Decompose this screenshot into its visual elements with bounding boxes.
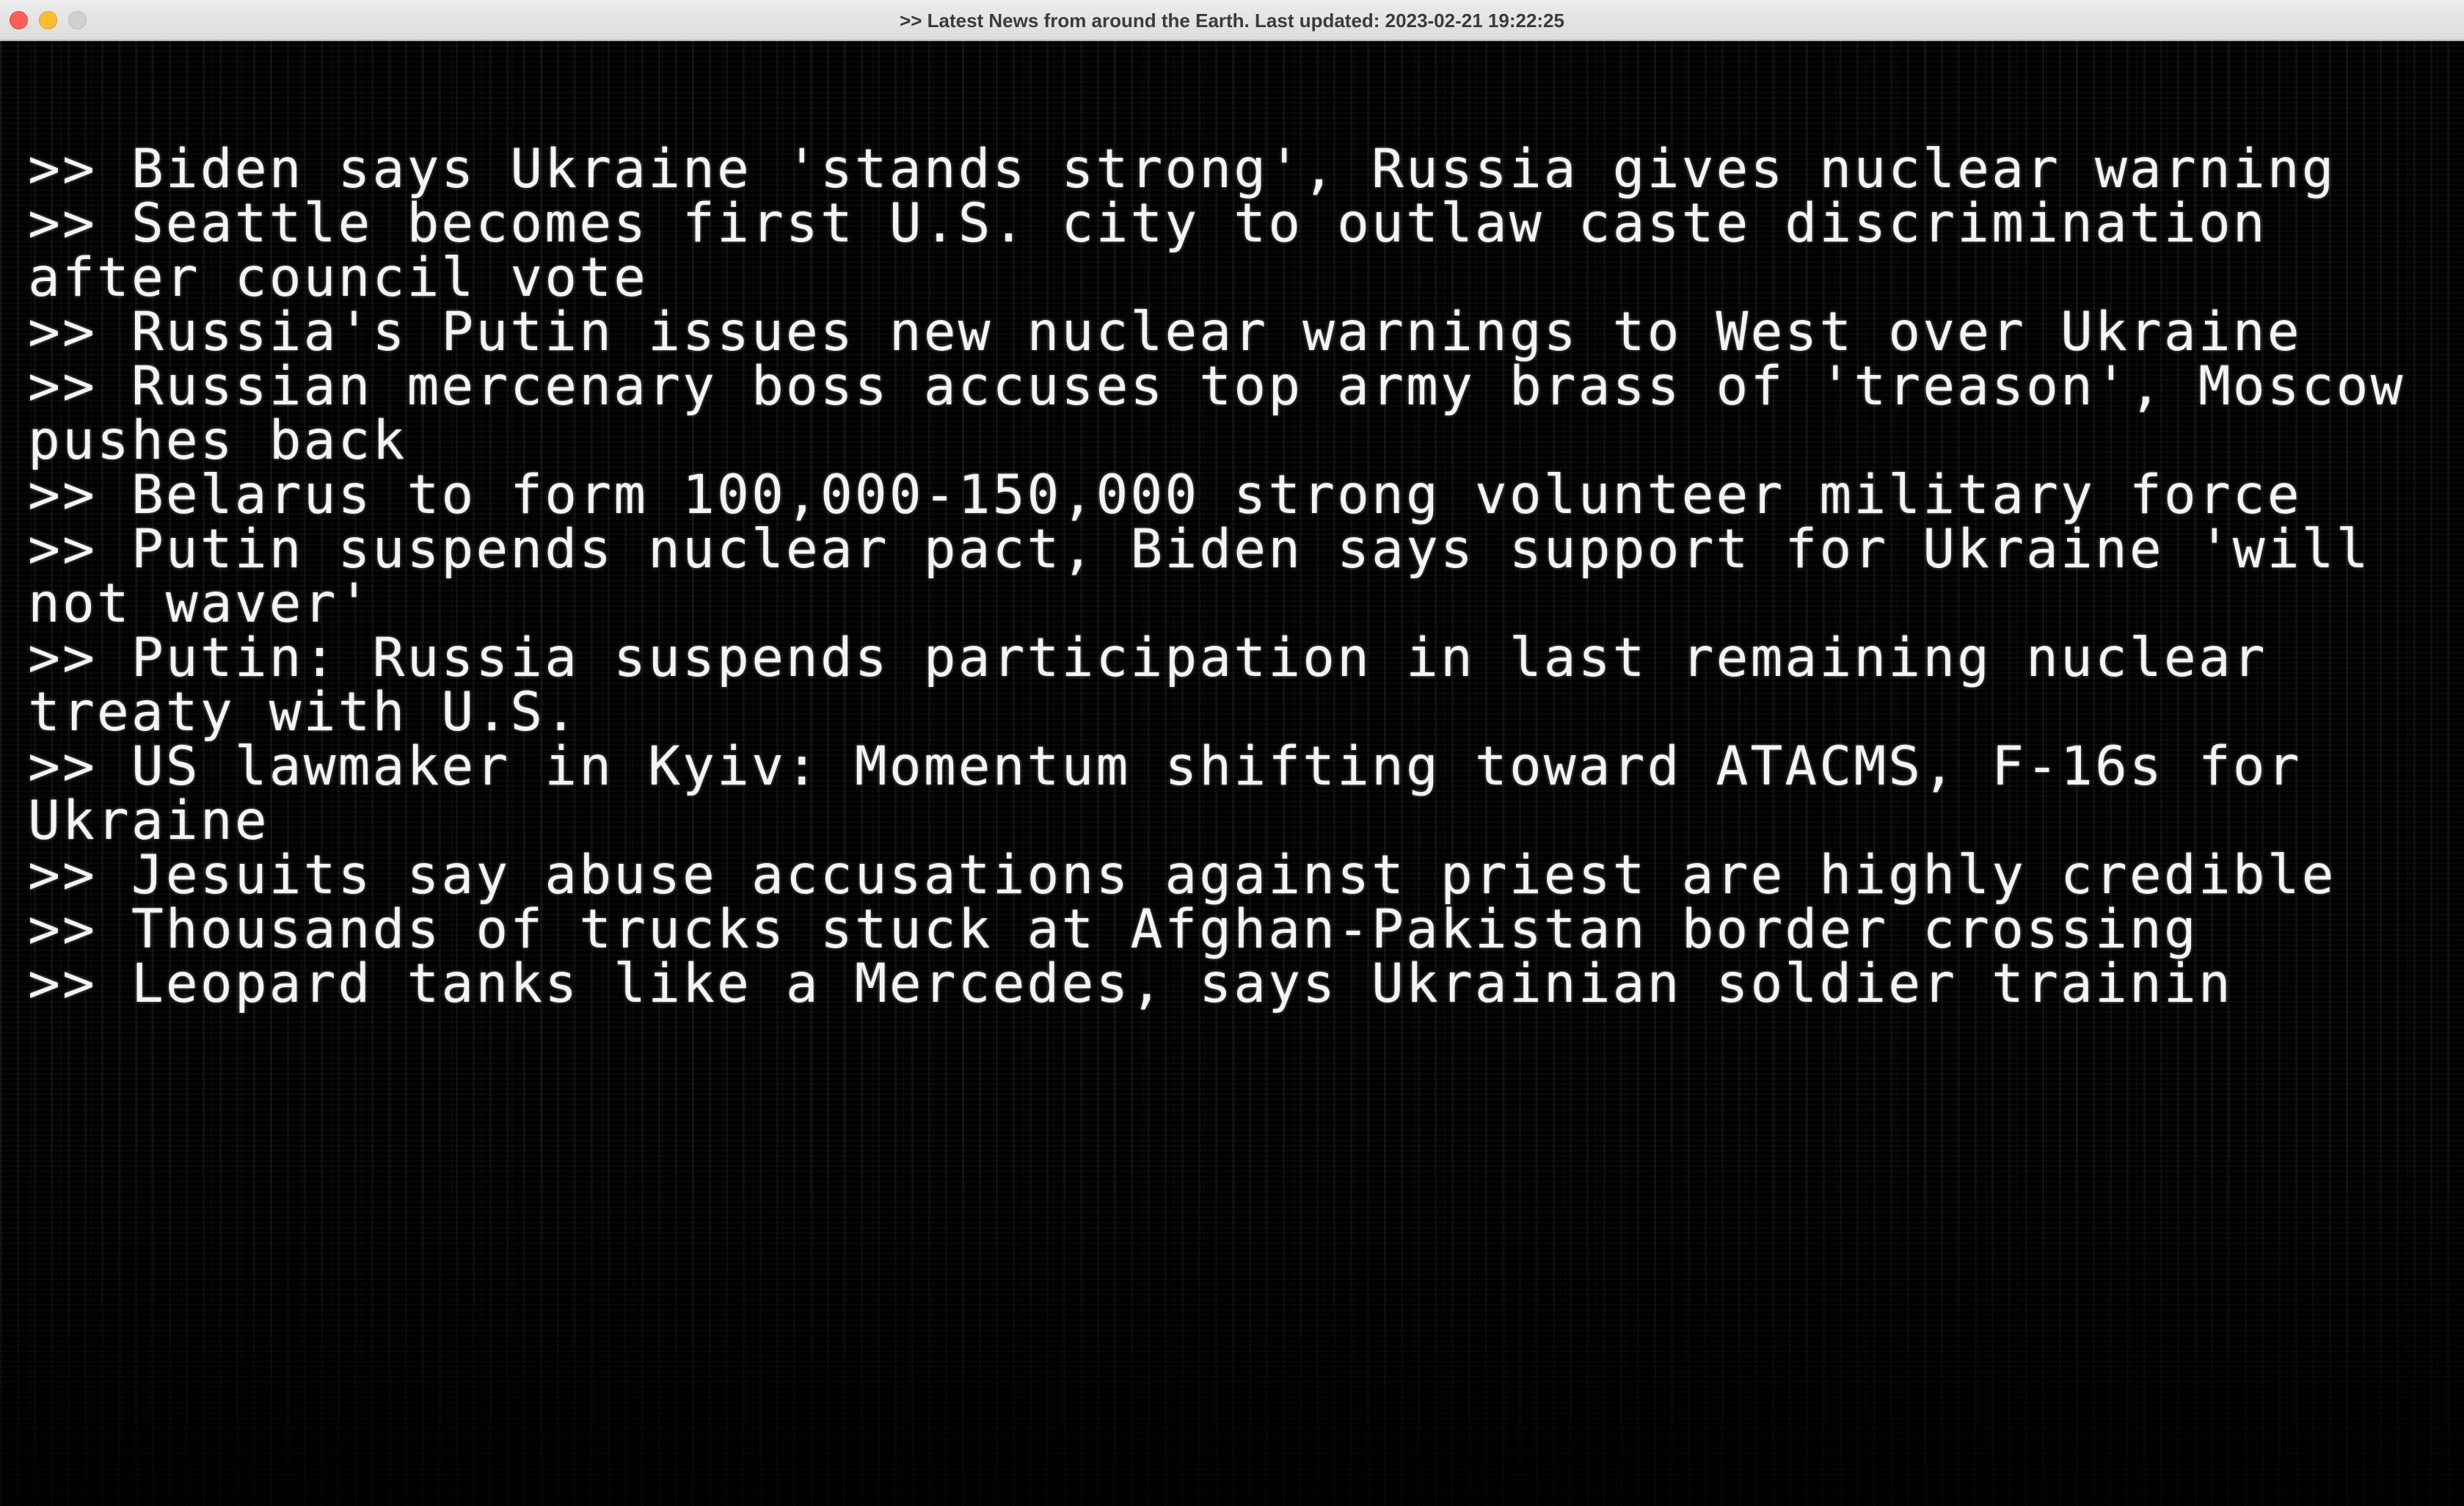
window-title: >> Latest News from around the Earth. Last updated: 2023-02-21 19:22:25 xyxy=(900,10,1564,32)
news-headline: >> Belarus to form 100,000-150,000 strong volunteer military force xyxy=(28,464,2302,526)
news-feed xyxy=(28,138,2449,1015)
news-headline: >> US lawmaker in Kyiv: Momentum shifting toward ATACMS, F-16s for Ukraine xyxy=(28,735,2336,852)
news-headline: >> Russia's Putin issues new nuclear warnings to West over Ukraine xyxy=(28,301,2302,363)
title-bar[interactable] xyxy=(0,0,2464,41)
news-headline: >> Biden says Ukraine 'stands strong', Russia gives nuclear warning xyxy=(28,138,2336,200)
news-headline: >> Putin: Russia suspends participation in last remaining nuclear treaty with U.S. xyxy=(28,627,2302,743)
news-headline: >> Russian mercenary boss accuses top army brass of 'treason', Moscow pushes back xyxy=(28,355,2440,472)
screen-static-overlay xyxy=(0,1139,2464,1506)
news-headline: >> Jesuits say abuse accusations against priest are highly credible xyxy=(28,844,2336,906)
news-headline: >> Putin suspends nuclear pact, Biden says support for Ukraine 'will not waver' xyxy=(28,518,2405,635)
news-headline: >> Seattle becomes first U.S. city to outlaw caste discrimination after council vote xyxy=(28,192,2302,309)
news-headline: >> Leopard tanks like a Mercedes, says Ukrainian soldier trainin xyxy=(28,953,2233,1015)
news-headline: >> Thousands of trucks stuck at Afghan-Pakistan border crossing xyxy=(28,898,2198,961)
